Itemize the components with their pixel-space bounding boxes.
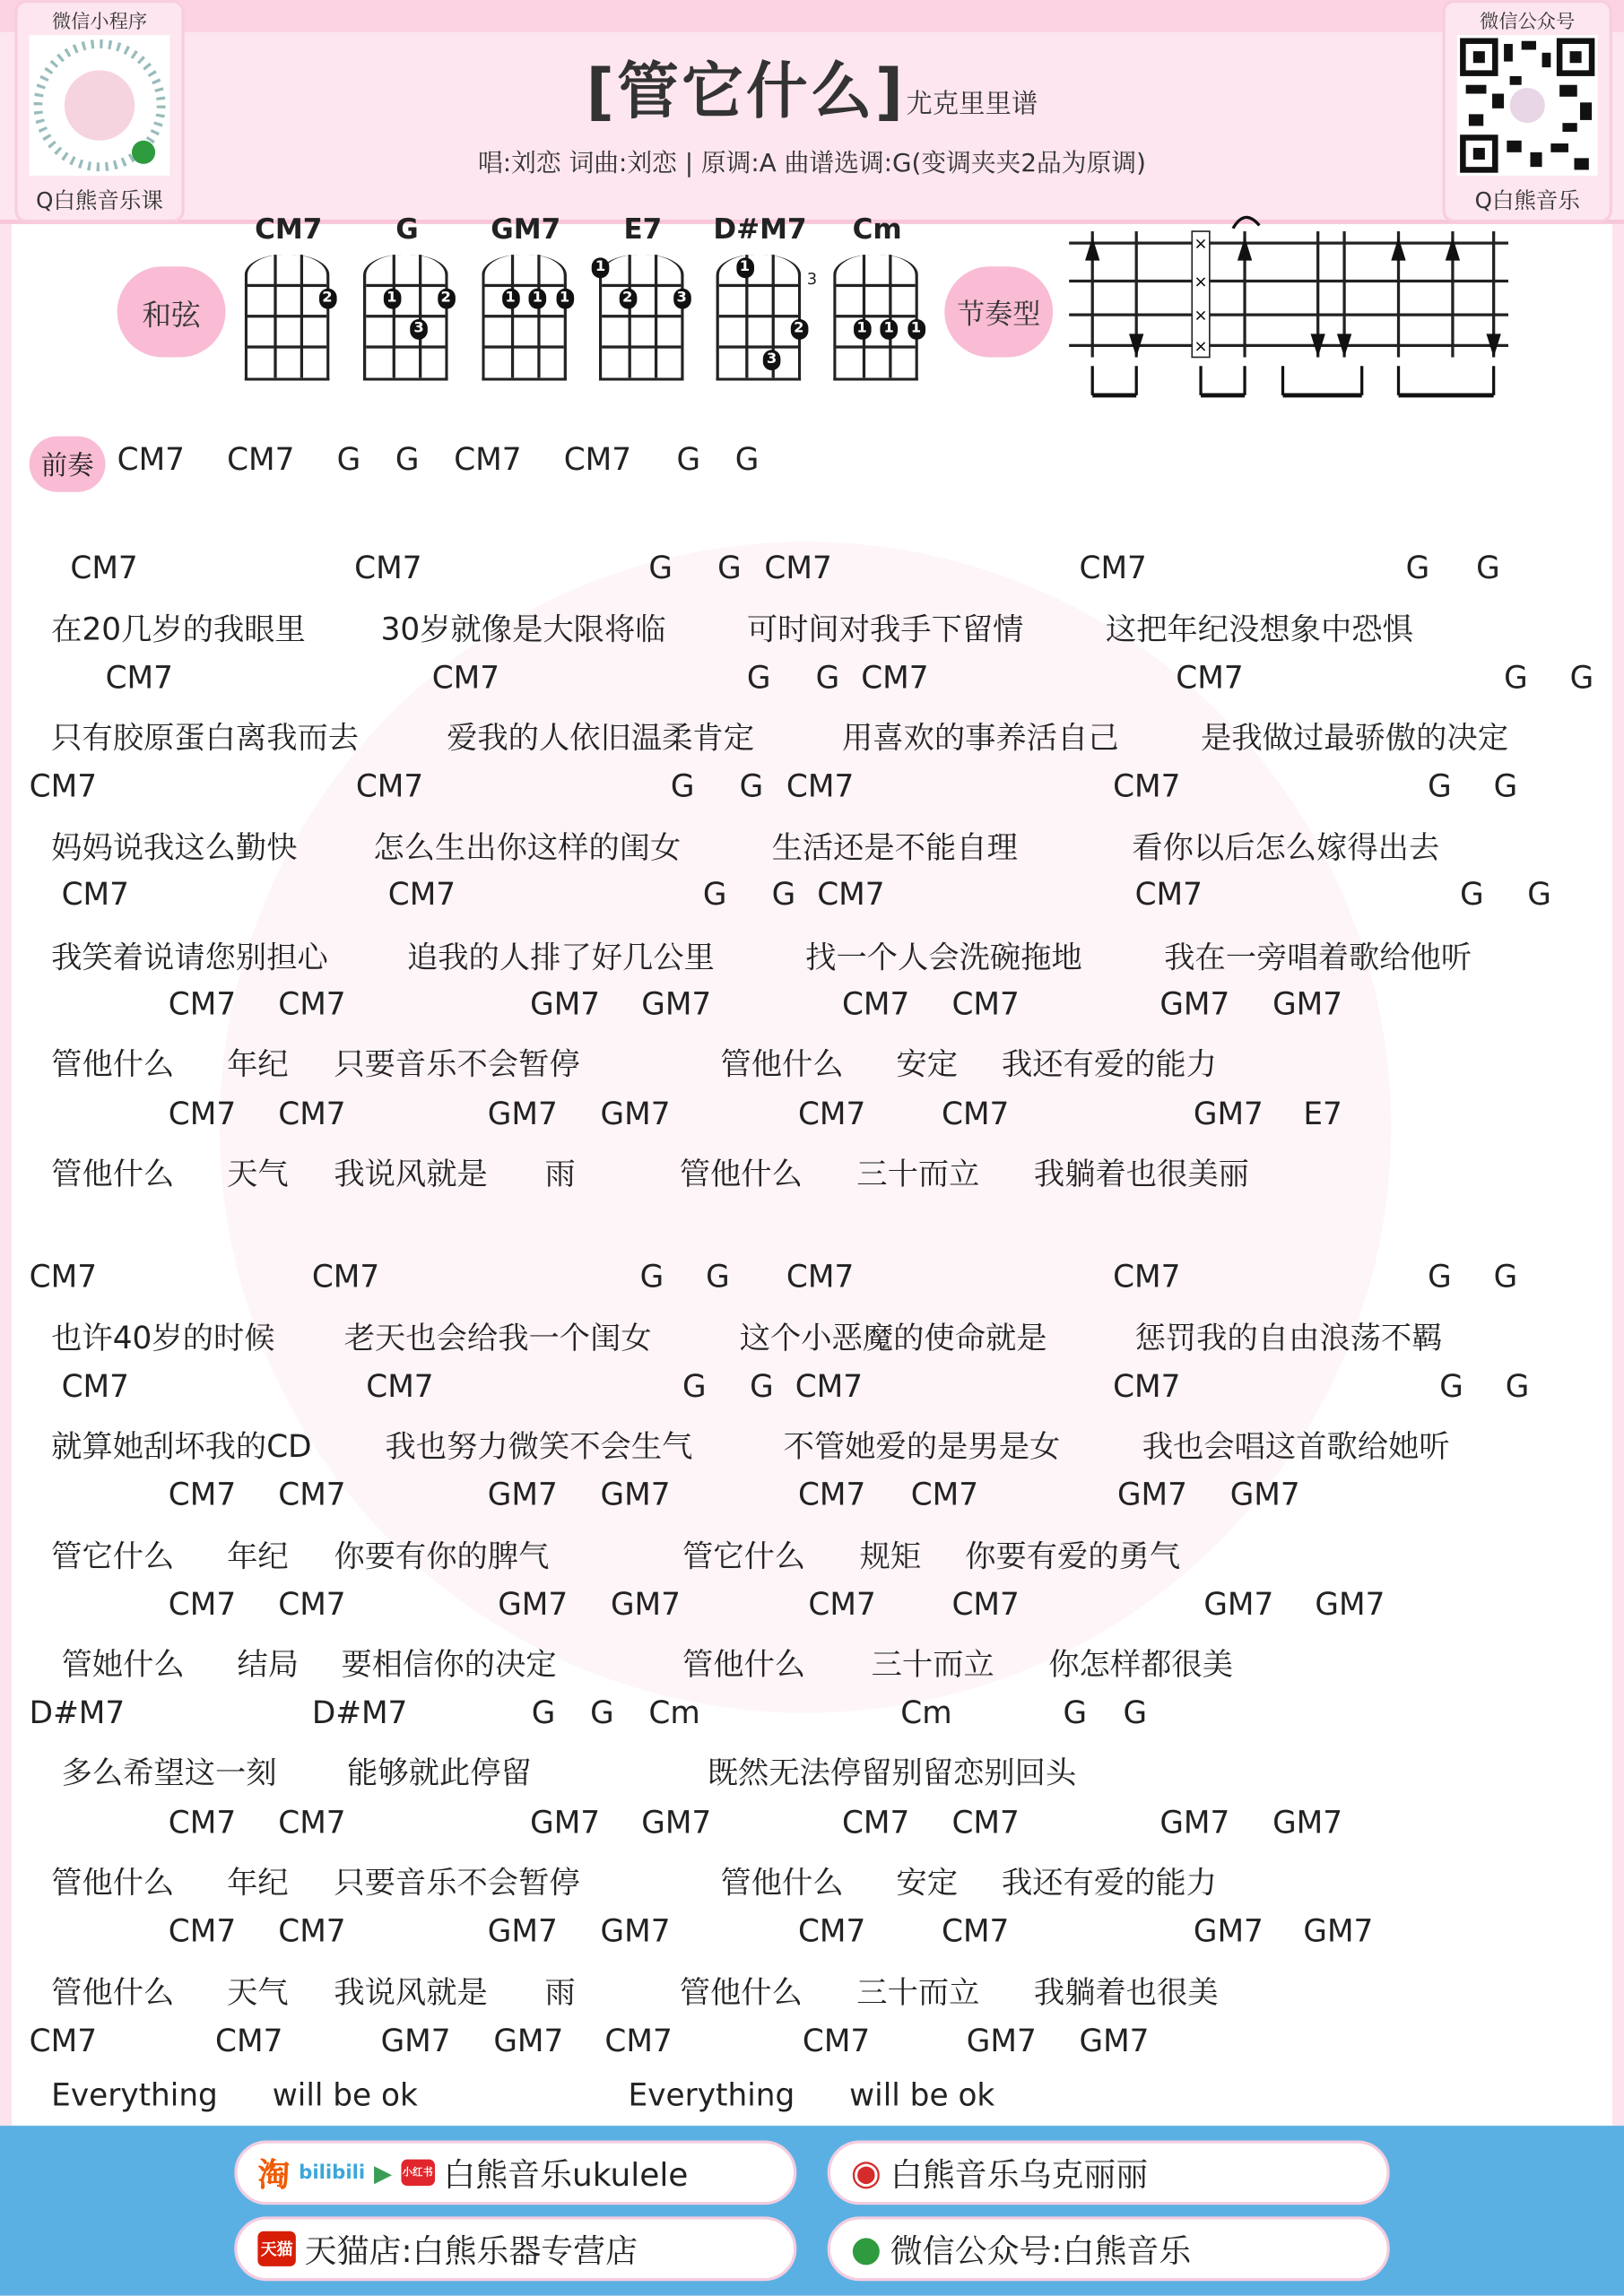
chord-line bbox=[0, 1259, 1624, 1303]
chord-symbol: CM7 bbox=[278, 1587, 346, 1623]
chord-symbol: Cm bbox=[900, 1695, 952, 1731]
lyric-line bbox=[0, 1151, 1624, 1195]
lyric-phrase: 管他什么 bbox=[51, 1974, 175, 2011]
chord-symbol: CM7 bbox=[355, 768, 424, 804]
chord-line bbox=[0, 877, 1624, 921]
social-button-ukulele[interactable] bbox=[234, 2140, 796, 2205]
chord-symbol: CM7 bbox=[795, 1368, 864, 1405]
fretboard-grid bbox=[482, 255, 570, 380]
chord-symbol: CM7 bbox=[942, 1096, 1010, 1132]
social-button-text: 白熊音乐ukulele bbox=[443, 2157, 689, 2195]
lyric-phrase: 爱我的人依旧温柔肯定 bbox=[447, 720, 754, 756]
lyric-phrase: 管他什么 bbox=[679, 1974, 803, 2011]
chord-symbol: G bbox=[1493, 768, 1518, 804]
chord-symbol: CM7 bbox=[817, 877, 885, 913]
chord-symbol: GM7 bbox=[493, 2023, 564, 2058]
chord-symbol: G bbox=[734, 442, 760, 478]
chord-symbol: CM7 bbox=[951, 1805, 1020, 1841]
lyric-phrase: 生活还是不能自理 bbox=[771, 829, 1018, 866]
chord-symbol: GM7 bbox=[1193, 1096, 1264, 1132]
lyric-phrase: will be ok bbox=[272, 2077, 418, 2113]
lyric-phrase: 我躺着也很美丽 bbox=[1033, 1157, 1249, 1192]
chord-symbol: G bbox=[395, 442, 420, 478]
lyric-line bbox=[0, 1642, 1624, 1685]
social-button-weibo[interactable] bbox=[828, 2140, 1390, 2205]
chord-name: Cm bbox=[852, 213, 902, 247]
lyric-phrase: 我躺着也很美 bbox=[1033, 1974, 1219, 2011]
up-arrow-icon bbox=[1085, 238, 1099, 261]
chord-line bbox=[0, 1695, 1624, 1739]
lyric-phrase: 用喜欢的事养活自己 bbox=[841, 720, 1119, 756]
chord-symbol: G bbox=[648, 550, 673, 586]
finger-dot: 3 bbox=[763, 350, 781, 370]
chord-diagram bbox=[713, 213, 818, 368]
lyric-phrase: 既然无法停留别留恋别回头 bbox=[707, 1754, 1077, 1791]
intro-chords bbox=[0, 442, 1624, 486]
lyric-line bbox=[0, 715, 1624, 758]
chord-symbol: CM7 bbox=[910, 1477, 979, 1512]
fretboard-grid bbox=[716, 255, 818, 380]
chord-symbol: CM7 bbox=[168, 1805, 237, 1841]
chord-symbol: CM7 bbox=[841, 986, 910, 1022]
taobao-icon: 淘 bbox=[257, 2157, 291, 2195]
finger-dot: 1 bbox=[529, 289, 547, 309]
chord-diagram bbox=[830, 213, 925, 337]
chord-symbol: CM7 bbox=[387, 877, 456, 913]
chord-line bbox=[0, 1587, 1624, 1631]
chord-symbol: G bbox=[1504, 660, 1528, 696]
chord-symbol: CM7 bbox=[354, 550, 422, 586]
lyric-phrase: 管他什么 bbox=[720, 1865, 844, 1901]
lyric-phrase: 我笑着说请您别担心 bbox=[51, 940, 328, 975]
chord-symbol: CM7 bbox=[1113, 1368, 1181, 1405]
finger-dot: 1 bbox=[592, 257, 610, 278]
chord-symbol: CM7 bbox=[117, 442, 186, 478]
chord-symbol: GM7 bbox=[487, 1096, 558, 1132]
chord-symbol: G bbox=[1569, 660, 1594, 696]
lyric-line bbox=[0, 934, 1624, 978]
lyric-phrase: 就算她刮坏我的CD bbox=[51, 1428, 312, 1464]
chord-symbol: G bbox=[750, 1368, 774, 1405]
chord-symbol: G bbox=[1428, 768, 1452, 804]
chord-name: GM7 bbox=[491, 213, 561, 247]
fretboard-grid bbox=[363, 255, 451, 380]
mini-program-caption: 微信小程序 bbox=[51, 12, 148, 34]
chord-line bbox=[0, 987, 1624, 1031]
chord-symbol: GM7 bbox=[600, 1096, 671, 1132]
chord-symbol: G bbox=[702, 877, 727, 913]
chord-symbol: D#M7 bbox=[29, 1695, 126, 1731]
lyric-phrase: 我也努力微笑不会生气 bbox=[385, 1428, 693, 1464]
chord-symbol: CM7 bbox=[168, 986, 237, 1022]
lyric-phrase: 三十而立 bbox=[871, 1647, 994, 1683]
weibo-icon: ◉ bbox=[850, 2152, 881, 2194]
chord-symbol: CM7 bbox=[951, 1587, 1020, 1623]
chord-symbol: G bbox=[676, 442, 701, 478]
chord-symbol: CM7 bbox=[227, 442, 295, 478]
lyric-phrase: 年纪 bbox=[227, 1865, 289, 1901]
lyric-phrase: 这把年纪没想象中恐惧 bbox=[1105, 611, 1413, 647]
chord-symbol: GM7 bbox=[600, 1913, 671, 1949]
chord-symbol: GM7 bbox=[1272, 986, 1343, 1022]
chord-symbol: GM7 bbox=[1116, 1477, 1187, 1512]
up-arrow-icon bbox=[1446, 238, 1460, 261]
chord-symbol: G bbox=[1439, 1368, 1463, 1405]
song-title: [管它什么] bbox=[586, 56, 907, 128]
chord-symbol: CM7 bbox=[786, 1259, 855, 1295]
lyric-phrase: 安定 bbox=[896, 1865, 958, 1901]
finger-dot: 2 bbox=[790, 319, 808, 340]
chord-symbol: G bbox=[531, 1695, 556, 1731]
lyric-phrase: 天气 bbox=[227, 1157, 289, 1192]
lyric-phrase: 只要音乐不会暂停 bbox=[334, 1046, 580, 1082]
finger-dot: 2 bbox=[437, 289, 455, 309]
tmall-icon: 天猫 bbox=[257, 2231, 295, 2266]
up-arrow-icon bbox=[1391, 238, 1405, 261]
lyric-phrase: 管他什么 bbox=[720, 1046, 844, 1082]
chord-symbol: CM7 bbox=[278, 1913, 346, 1949]
chord-line bbox=[0, 2023, 1624, 2067]
chord-symbol: GM7 bbox=[610, 1587, 681, 1623]
mini-program-search: Q白熊音乐课 bbox=[36, 187, 163, 214]
chord-symbol: CM7 bbox=[764, 550, 832, 586]
chord-symbol: CM7 bbox=[951, 986, 1020, 1022]
lyric-phrase: 管他什么 bbox=[679, 1157, 803, 1192]
chord-symbol: CM7 bbox=[1113, 768, 1181, 804]
lyric-phrase: 管他什么 bbox=[682, 1647, 806, 1683]
lyric-phrase: 找一个人会洗碗拖地 bbox=[805, 940, 1082, 975]
lyric-phrase: 我在一旁唱着歌给他听 bbox=[1164, 940, 1472, 975]
wechat-icon: ● bbox=[850, 2228, 881, 2270]
finger-dot: 1 bbox=[880, 319, 898, 340]
lyric-phrase: 我说风就是 bbox=[334, 1157, 488, 1192]
lyric-phrase: 要相信你的决定 bbox=[341, 1647, 557, 1683]
lyric-phrase: 年纪 bbox=[227, 1046, 289, 1082]
chord-name: CM7 bbox=[255, 213, 323, 247]
chord-symbol: CM7 bbox=[797, 1096, 866, 1132]
chord-symbol: D#M7 bbox=[311, 1695, 408, 1731]
chord-symbol: GM7 bbox=[530, 986, 601, 1022]
chord-symbol: CM7 bbox=[311, 1259, 380, 1295]
lyric-line bbox=[0, 1423, 1624, 1467]
chord-symbol: CM7 bbox=[841, 1805, 910, 1841]
social-button-tmall[interactable] bbox=[234, 2216, 796, 2281]
social-button-wechat[interactable] bbox=[828, 2216, 1390, 2281]
chord-symbol: G bbox=[815, 660, 840, 696]
chord-symbol: CM7 bbox=[797, 1477, 866, 1512]
lyric-phrase: 我还有爱的能力 bbox=[1001, 1046, 1218, 1082]
chord-symbol: CM7 bbox=[70, 550, 138, 586]
header-band bbox=[0, 0, 1624, 32]
chord-symbol: CM7 bbox=[278, 986, 346, 1022]
chord-symbol: CM7 bbox=[786, 768, 855, 804]
bilibili-icon: bilibili bbox=[299, 2162, 366, 2184]
chord-symbol: G bbox=[1527, 877, 1551, 913]
lyric-phrase: 你要有你的脾气 bbox=[334, 1538, 550, 1574]
chord-symbol: CM7 bbox=[942, 1913, 1010, 1949]
lyric-phrase: 能够就此停留 bbox=[347, 1754, 532, 1791]
song-title-block bbox=[0, 44, 1624, 132]
lyric-phrase: 年纪 bbox=[227, 1538, 289, 1574]
chord-symbol: E7 bbox=[1303, 1096, 1342, 1132]
chord-symbol: GM7 bbox=[380, 2023, 451, 2058]
lyric-line bbox=[0, 1859, 1624, 1903]
chord-symbol: G bbox=[706, 1259, 730, 1295]
chord-symbol: CM7 bbox=[278, 1805, 346, 1841]
mute-x-icon: × bbox=[1194, 336, 1208, 356]
lyric-phrase: 规矩 bbox=[859, 1538, 922, 1574]
chord-symbol: CM7 bbox=[1176, 660, 1244, 696]
finger-dot: 1 bbox=[853, 319, 871, 340]
chord-symbol: CM7 bbox=[29, 1259, 98, 1295]
mute-x-icon: × bbox=[1194, 306, 1208, 325]
chord-symbol: G bbox=[1476, 550, 1500, 586]
chord-symbol: CM7 bbox=[168, 1096, 237, 1132]
chord-line bbox=[0, 1913, 1624, 1957]
chord-diagram bbox=[241, 213, 335, 307]
chord-symbol: G bbox=[639, 1259, 664, 1295]
chord-line bbox=[0, 550, 1624, 594]
chord-symbol: CM7 bbox=[105, 660, 173, 696]
chord-symbol: CM7 bbox=[1134, 877, 1203, 913]
chord-symbol: G bbox=[1505, 1368, 1530, 1405]
lyric-phrase: 看你以后怎么嫁得出去 bbox=[1132, 829, 1440, 866]
chord-symbol: CM7 bbox=[168, 1913, 237, 1949]
chord-line bbox=[0, 768, 1624, 812]
lyric-phrase: 三十而立 bbox=[856, 1157, 980, 1192]
mute-x-icon: × bbox=[1194, 273, 1208, 292]
chord-symbol: GM7 bbox=[487, 1477, 558, 1512]
lyric-phrase: 我说风就是 bbox=[334, 1974, 488, 2011]
lyric-line bbox=[0, 1041, 1624, 1085]
lyric-phrase: 妈妈说我这么勤快 bbox=[51, 829, 298, 866]
fretboard-grid bbox=[833, 255, 922, 380]
lyric-phrase: will be ok bbox=[849, 2077, 995, 2113]
chord-symbol: CM7 bbox=[563, 442, 632, 478]
lyric-line bbox=[0, 824, 1624, 868]
chord-symbol: G bbox=[1493, 1259, 1518, 1295]
fretboard-grid bbox=[595, 255, 687, 380]
lyric-phrase: 雨 bbox=[544, 1974, 576, 2011]
chord-symbol: G bbox=[336, 442, 361, 478]
lyric-phrase: 你怎样都很美 bbox=[1048, 1647, 1233, 1683]
chord-symbol: GM7 bbox=[1193, 1913, 1264, 1949]
lyric-phrase: 我还有爱的能力 bbox=[1001, 1865, 1218, 1901]
footer bbox=[0, 2126, 1624, 2295]
chord-name: D#M7 bbox=[713, 213, 807, 247]
chord-diagram bbox=[595, 213, 690, 307]
wechat-account-caption: 微信公众号 bbox=[1480, 12, 1576, 34]
finger-dot: 1 bbox=[383, 289, 401, 309]
finger-dot: 1 bbox=[501, 289, 519, 309]
lyric-phrase: 管它什么 bbox=[682, 1538, 806, 1574]
chord-symbol: GM7 bbox=[498, 1587, 569, 1623]
lyric-phrase: 在20几岁的我眼里 bbox=[51, 611, 306, 647]
lyric-phrase: 雨 bbox=[544, 1157, 576, 1192]
chord-symbol: CM7 bbox=[604, 2023, 673, 2058]
chord-symbol: G bbox=[1123, 1695, 1148, 1731]
finger-dot: 2 bbox=[619, 289, 637, 309]
chord-symbol: G bbox=[590, 1695, 614, 1731]
lyric-line bbox=[0, 606, 1624, 650]
chord-symbol: Cm bbox=[648, 1695, 700, 1731]
lyric-phrase: 管她什么 bbox=[61, 1647, 185, 1683]
chord-symbol: CM7 bbox=[61, 1368, 129, 1405]
chord-symbol: CM7 bbox=[168, 1477, 237, 1512]
lyric-line bbox=[0, 2077, 1624, 2121]
tie-icon bbox=[1233, 217, 1259, 228]
chord-symbol: G bbox=[1460, 877, 1484, 913]
lyric-phrase: 老天也会给我一个闺女 bbox=[343, 1320, 652, 1356]
chord-symbol: GM7 bbox=[1303, 1913, 1374, 1949]
lyric-phrase: 你要有爱的勇气 bbox=[965, 1538, 1181, 1574]
chord-symbol: G bbox=[1405, 550, 1430, 586]
chord-symbol: GM7 bbox=[1272, 1805, 1343, 1841]
chord-symbol: GM7 bbox=[1079, 2023, 1150, 2058]
intro-label: 前奏 bbox=[30, 437, 106, 492]
chord-symbol: G bbox=[670, 768, 695, 804]
chord-line bbox=[0, 1805, 1624, 1849]
lyric-phrase: Everything bbox=[51, 2077, 218, 2113]
video-icon: ▶ bbox=[374, 2158, 393, 2187]
chord-symbol: G bbox=[739, 768, 764, 804]
lyric-phrase: Everything bbox=[628, 2077, 795, 2113]
lyric-line bbox=[0, 1314, 1624, 1358]
wechat-account-search: Q白熊音乐 bbox=[1474, 187, 1580, 214]
up-arrow-icon bbox=[1238, 238, 1252, 261]
chord-symbol: CM7 bbox=[431, 660, 500, 696]
chord-symbol: GM7 bbox=[1203, 1587, 1274, 1623]
lyric-phrase: 也许40岁的时候 bbox=[51, 1320, 275, 1356]
rhythm-label: 节奏型 bbox=[944, 266, 1053, 357]
chord-symbol: CM7 bbox=[808, 1587, 876, 1623]
finger-dot: 3 bbox=[410, 319, 428, 340]
finger-dot: 3 bbox=[673, 289, 690, 309]
lyric-phrase: 三十而立 bbox=[856, 1974, 980, 2011]
song-subtitle: 尤克里里谱 bbox=[906, 89, 1038, 120]
lyric-phrase: 惩罚我的自由浪荡不羁 bbox=[1134, 1320, 1443, 1356]
lyric-phrase: 我也会唱这首歌给她听 bbox=[1142, 1428, 1450, 1464]
lyric-phrase: 结局 bbox=[237, 1647, 300, 1683]
lyric-phrase: 30岁就像是大限将临 bbox=[380, 611, 666, 647]
chord-symbol: CM7 bbox=[802, 2023, 871, 2058]
chord-symbol: CM7 bbox=[797, 1913, 866, 1949]
chord-symbol: GM7 bbox=[641, 986, 712, 1022]
chord-name: E7 bbox=[623, 213, 663, 247]
chord-symbol: CM7 bbox=[29, 2023, 98, 2058]
social-button-text: 白熊音乐乌克丽丽 bbox=[890, 2157, 1149, 2195]
chord-symbol: GM7 bbox=[1315, 1587, 1385, 1623]
finger-dot: 1 bbox=[556, 289, 574, 309]
chord-line bbox=[0, 1369, 1624, 1413]
lyric-phrase: 安定 bbox=[896, 1046, 958, 1082]
start-fret-number: 3 bbox=[806, 269, 818, 289]
header bbox=[0, 0, 1624, 224]
chord-symbol: CM7 bbox=[61, 877, 129, 913]
chord-symbol: GM7 bbox=[1159, 1805, 1230, 1841]
chord-symbol: CM7 bbox=[278, 1477, 346, 1512]
chord-diagram bbox=[360, 213, 455, 337]
chord-symbol: GM7 bbox=[1229, 1477, 1300, 1512]
chord-symbol: GM7 bbox=[1159, 986, 1230, 1022]
chord-symbol: CM7 bbox=[1113, 1259, 1181, 1295]
mute-x-icon: × bbox=[1194, 234, 1208, 254]
strum-pattern bbox=[1069, 205, 1523, 403]
chord-symbol: CM7 bbox=[29, 768, 98, 804]
chord-symbol: CM7 bbox=[366, 1368, 434, 1405]
chord-name: G bbox=[395, 213, 419, 247]
lyric-line bbox=[0, 1969, 1624, 2013]
xiaohongshu-icon: 小红书 bbox=[401, 2160, 435, 2186]
chord-symbol: GM7 bbox=[600, 1477, 671, 1512]
lyric-line bbox=[0, 1749, 1624, 1793]
lyric-phrase: 可时间对我手下留情 bbox=[746, 611, 1024, 647]
chord-symbol: GM7 bbox=[966, 2023, 1037, 2058]
chord-diagram bbox=[479, 213, 573, 307]
lyric-phrase: 不管她爱的是男是女 bbox=[783, 1428, 1061, 1464]
lyric-phrase: 怎么生出你这样的闺女 bbox=[373, 829, 682, 866]
chord-symbol: G bbox=[1428, 1259, 1452, 1295]
chord-symbol: CM7 bbox=[454, 442, 522, 478]
lyric-phrase: 管它什么 bbox=[51, 1538, 175, 1574]
lyric-phrase: 这个小恶魔的使命就是 bbox=[739, 1320, 1047, 1356]
lyric-phrase: 只要音乐不会暂停 bbox=[334, 1865, 580, 1901]
lyric-phrase: 是我做过最骄傲的决定 bbox=[1201, 720, 1508, 756]
social-button-text: 天猫店:白熊乐器专营店 bbox=[304, 2233, 638, 2270]
chord-symbol: G bbox=[682, 1368, 707, 1405]
lyric-phrase: 管他什么 bbox=[51, 1865, 175, 1901]
chord-symbol: G bbox=[746, 660, 771, 696]
lyric-phrase: 管他什么 bbox=[51, 1046, 175, 1082]
chord-symbol: CM7 bbox=[168, 1587, 237, 1623]
lyric-phrase: 追我的人排了好几公里 bbox=[406, 940, 715, 975]
chord-symbol: GM7 bbox=[641, 1805, 712, 1841]
social-button-text: 微信公众号:白熊音乐 bbox=[890, 2233, 1192, 2270]
finger-dot: 1 bbox=[736, 257, 754, 278]
chord-symbol: G bbox=[1063, 1695, 1088, 1731]
chord-symbol: CM7 bbox=[1079, 550, 1147, 586]
lyric-phrase: 管他什么 bbox=[51, 1157, 175, 1192]
chord-symbol: GM7 bbox=[487, 1913, 558, 1949]
chord-symbol: GM7 bbox=[530, 1805, 601, 1841]
chord-symbol: CM7 bbox=[215, 2023, 283, 2058]
lyric-line bbox=[0, 1533, 1624, 1577]
chord-symbol: G bbox=[717, 550, 742, 586]
chord-symbol: CM7 bbox=[278, 1096, 346, 1132]
chords-label: 和弦 bbox=[117, 266, 226, 357]
finger-dot: 2 bbox=[318, 289, 336, 309]
finger-dot: 1 bbox=[908, 319, 925, 340]
fretboard-grid bbox=[245, 255, 333, 380]
lyric-phrase: 天气 bbox=[227, 1974, 289, 2011]
chord-symbol: CM7 bbox=[861, 660, 929, 696]
chord-line bbox=[0, 1096, 1624, 1140]
lyric-phrase: 只有胶原蛋白离我而去 bbox=[51, 720, 360, 756]
song-credits: 唱:刘恋 词曲:刘恋 | 原调:A 曲谱选调:G(变调夹夹2品为原调) bbox=[478, 149, 1146, 179]
chord-line bbox=[0, 1477, 1624, 1521]
lyric-phrase: 多么希望这一刻 bbox=[61, 1754, 277, 1791]
chord-symbol: G bbox=[771, 877, 796, 913]
chord-line bbox=[0, 660, 1624, 704]
